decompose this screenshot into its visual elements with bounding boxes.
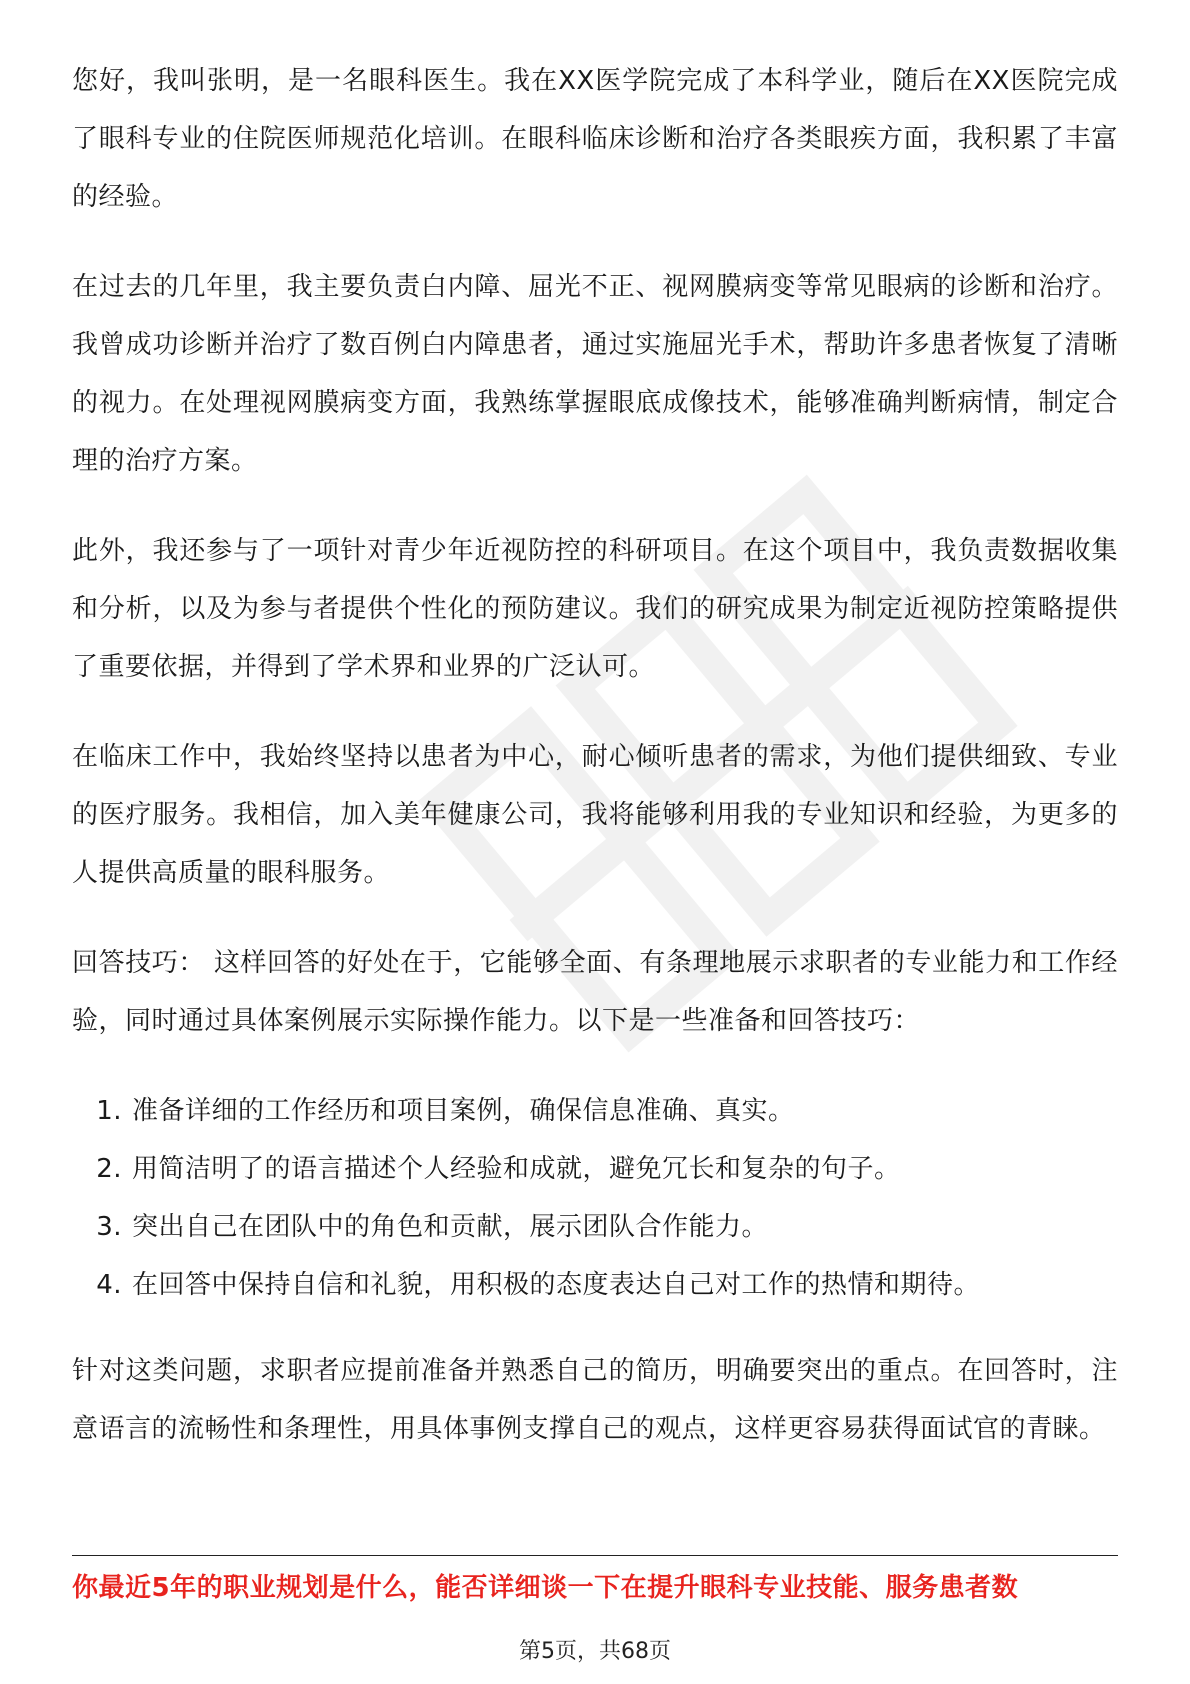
tips-list bbox=[72, 1082, 1118, 1314]
closing-paragraph: 针对这类问题，求职者应提前准备并熟悉自己的简历，明确要突出的重点。在回答时，注意语言的流畅性和条理性，用具体事例支撑自己的观点，这样更容易获得面试官的青睐。 bbox=[72, 1356, 1118, 1444]
tips-intro-paragraph: 回答技巧： 这样回答的好处在于，它能够全面、有条理地展示求职者的专业能力和工作经验，同时通过具体案例展示实际操作能力。以下是一些准备和回答技巧： bbox=[72, 948, 1118, 1036]
list-number: 1. bbox=[96, 1096, 122, 1126]
list-item bbox=[72, 1198, 1118, 1256]
list-text: 准备详细的工作经历和项目案例，确保信息准确、真实。 bbox=[132, 1096, 795, 1126]
list-item bbox=[72, 1082, 1118, 1140]
list-number: 3. bbox=[96, 1212, 122, 1242]
list-item bbox=[72, 1140, 1118, 1198]
research-paragraph: 此外，我还参与了一项针对青少年近视防控的科研项目。在这个项目中，我负责数据收集和分析，以及为参与者提供个性化的预防建议。我们的研究成果为制定近视防控策略提供了重要依据，并得到了学术界和业界的广泛认可。 bbox=[72, 536, 1118, 682]
page-number: 第5页，共68页 bbox=[519, 1639, 671, 1664]
list-text: 在回答中保持自信和礼貌，用积极的态度表达自己对工作的热情和期待。 bbox=[132, 1270, 981, 1300]
list-item bbox=[72, 1256, 1118, 1314]
experience-paragraph: 在过去的几年里，我主要负责白内障、屈光不正、视网膜病变等常见眼病的诊断和治疗。我曾成功诊断并治疗了数百例白内障患者，通过实施屈光手术，帮助许多患者恢复了清晰的视力。在处理视网膜病变方面，我熟练掌握眼底成像技术，能够准确判断病情，制定合理的治疗方案。 bbox=[72, 272, 1118, 476]
intro-paragraph: 您好，我叫张明，是一名眼科医生。我在XX医学院完成了本科学业，随后在XX医院完成了眼科专业的住院医师规范化培训。在眼科临床诊断和治疗各类眼疾方面，我积累了丰富的经验。 bbox=[72, 66, 1118, 212]
list-number: 4. bbox=[96, 1270, 122, 1300]
next-question-heading: 你最近5年的职业规划是什么，能否详细谈一下在提升眼科专业技能、服务患者数 bbox=[72, 1573, 1019, 1603]
list-text: 突出自己在团队中的角色和贡献，展示团队合作能力。 bbox=[132, 1212, 769, 1242]
section-divider bbox=[72, 1555, 1118, 1556]
main-content bbox=[72, 52, 1118, 1490]
clinical-paragraph: 在临床工作中，我始终坚持以患者为中心，耐心倾听患者的需求，为他们提供细致、专业的医疗服务。我相信，加入美年健康公司，我将能够利用我的专业知识和经验，为更多的人提供高质量的眼科服务。 bbox=[72, 742, 1118, 888]
list-number: 2. bbox=[96, 1154, 122, 1184]
list-text: 用简洁明了的语言描述个人经验和成就，避免冗长和复杂的句子。 bbox=[132, 1154, 901, 1184]
